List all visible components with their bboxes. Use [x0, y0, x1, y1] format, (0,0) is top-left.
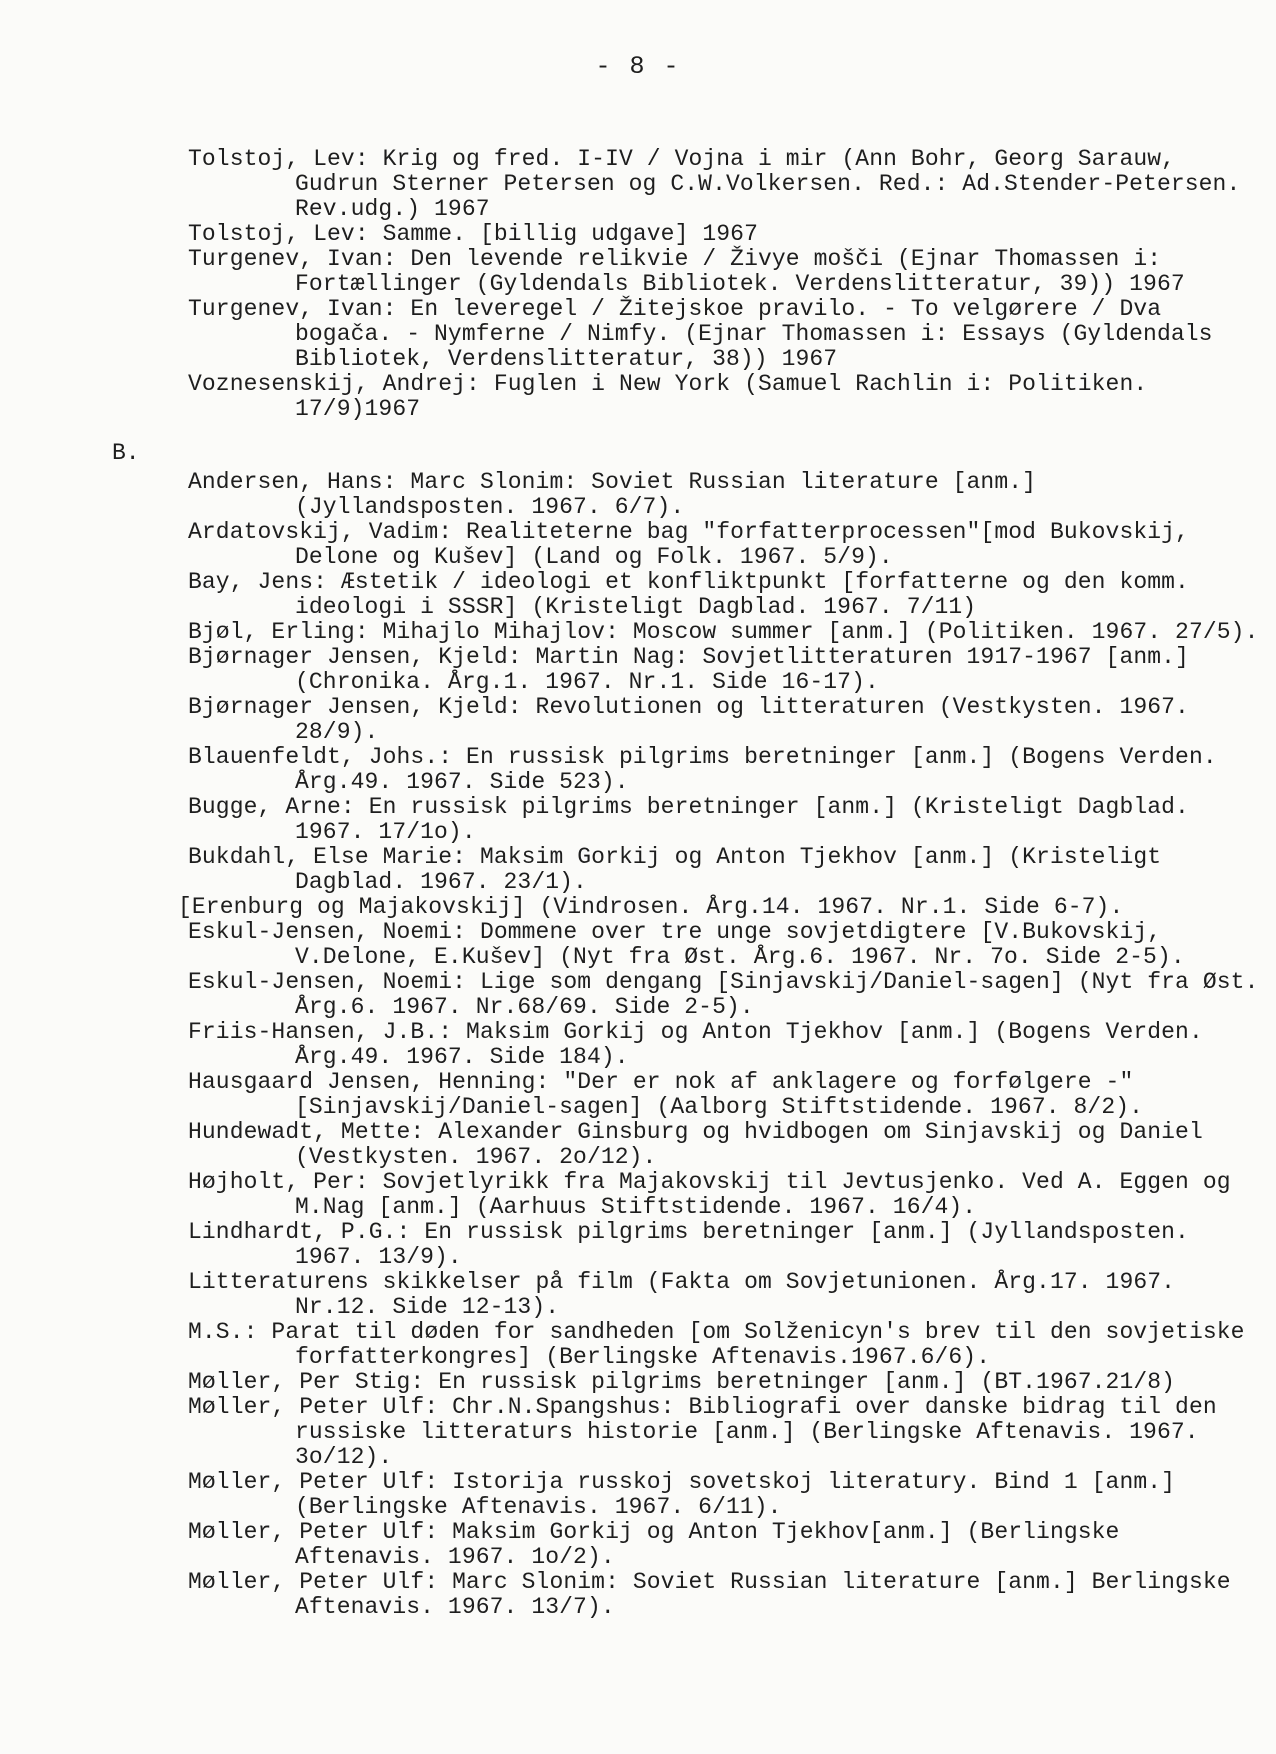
- bibliography-entry: Turgenev, Ivan: En leveregel / Žitejskoe pravilo. - To velgørere / Dva bogača. - Nymferne / Nimfy. (Ejnar Thomassen i: Essays (Gyldendals Bibliotek, Verdenslitteratur, 38)) 1967: [188, 296, 1213, 372]
- bibliography-entry: Litteraturens skikkelser på film (Fakta om Sovjetunionen. Årg.17. 1967. Nr.12. Side 12-13).: [188, 1269, 1176, 1320]
- bibliography-entry: Tolstoj, Lev: Samme. [billig udgave] 1967: [188, 221, 758, 247]
- bibliography-entry: Bjørnager Jensen, Kjeld: Martin Nag: Sovjetlitteraturen 1917-1967 [anm.] (Chronika. Årg.1. 1967. Nr.1. Side 16-17).: [188, 644, 1189, 695]
- bibliography-entry: Møller, Per Stig: En russisk pilgrims beretninger [anm.] (BT.1967.21/8): [188, 1369, 1176, 1395]
- bibliography-entry: Eskul-Jensen, Noemi: Dommene over tre unge sovjetdigtere [V.Bukovskij, V.Delone, E.Kušev] (Nyt fra Øst. Årg.6. 1967. Nr. 7o. Side 2-5).: [188, 919, 1185, 970]
- bibliography-entry: Andersen, Hans: Marc Slonim: Soviet Russian literature [anm.] (Jyllandsposten. 1967. 6/7).: [188, 469, 1037, 520]
- bibliography-entry: Friis-Hansen, J.B.: Maksim Gorkij og Anton Tjekhov [anm.] (Bogens Verden. Årg.49. 1967. Side 184).: [188, 1019, 1203, 1070]
- bibliography-entry: M.S.: Parat til døden for sandheden [om Solženicyn's brev til den sovjetiske forfatterkongres] (Berlingske Aftenavis.1967.6/6).: [188, 1319, 1245, 1370]
- bibliography-section-b: [178, 469, 1268, 1620]
- bibliography-entry: Møller, Peter Ulf: Marc Slonim: Soviet Russian literature [anm.] Berlingske Aftenavis. 1967. 13/7).: [188, 1569, 1231, 1620]
- bibliography-entry: Lindhardt, P.G.: En russisk pilgrims beretninger [anm.] (Jyllandsposten. 1967. 13/9).: [188, 1219, 1189, 1270]
- bibliography-entry: Møller, Peter Ulf: Chr.N.Spangshus: Bibliografi over danske bidrag til den russiske litteraturs historie [anm.] (Berlingske Aftenavis. 1967. 3o/12).: [188, 1394, 1217, 1470]
- bibliography-entry: Bukdahl, Else Marie: Maksim Gorkij og Anton Tjekhov [anm.] (Kristeligt Dagblad. 1967. 23/1).: [188, 844, 1162, 895]
- bibliography-entry: Hausgaard Jensen, Henning: "Der er nok af anklagere og forfølgere -" [Sinjavskij/Daniel-sagen] (Aalborg Stiftstidende. 1967. 8/2).: [188, 1069, 1144, 1120]
- bibliography-entry: Bjøl, Erling: Mihajlo Mihajlov: Moscow summer [anm.] (Politiken. 1967. 27/5).: [188, 619, 1259, 645]
- bibliography-entry: [Erenburg og Majakovskij] (Vindrosen. Årg.14. 1967. Nr.1. Side 6-7).: [178, 894, 1124, 920]
- bibliography-entry: Tolstoj, Lev: Krig og fred. I-IV / Vojna i mir (Ann Bohr, Georg Sarauw, Gudrun Sterner Petersen og C.W.Volkersen. Red.: Ad.Stender-Petersen. Rev.udg.) 1967: [188, 146, 1241, 222]
- bibliography-entry: Blauenfeldt, Johs.: En russisk pilgrims beretninger [anm.] (Bogens Verden. Årg.49. 1967. Side 523).: [188, 744, 1217, 795]
- bibliography-entry: Ardatovskij, Vadim: Realiteterne bag "forfatterprocessen"[mod Bukovskij, Delone og Kušev] (Land og Folk. 1967. 5/9).: [188, 519, 1189, 570]
- bibliography-entry: Møller, Peter Ulf: Maksim Gorkij og Anton Tjekhov[anm.] (Berlingske Aftenavis. 1967. 1o/2).: [188, 1519, 1120, 1570]
- bibliography-entry: Bugge, Arne: En russisk pilgrims beretninger [anm.] (Kristeligt Dagblad. 1967. 17/1o).: [188, 794, 1189, 845]
- bibliography-entry: Voznesenskij, Andrej: Fuglen i New York (Samuel Rachlin i: Politiken. 17/9)1967: [188, 371, 1148, 422]
- bibliography-entry: Møller, Peter Ulf: Istorija russkoj sovetskoj literatury. Bind 1 [anm.] (Berlingske Aftenavis. 1967. 6/11).: [188, 1469, 1176, 1520]
- bibliography-entry: Bay, Jens: Æstetik / ideologi et konfliktpunkt [forfatterne og den komm. ideologi i SSSR] (Kristeligt Dagblad. 1967. 7/11): [188, 569, 1189, 620]
- bibliography-section-a: [188, 147, 1268, 422]
- bibliography-entry: Turgenev, Ivan: Den levende relikvie / Živye mošči (Ejnar Thomassen i: Fortællinger (Gyldendals Bibliotek. Verdenslitteratur, 39)) 1967: [188, 246, 1185, 297]
- bibliography-entry: Eskul-Jensen, Noemi: Lige som dengang [Sinjavskij/Daniel-sagen] (Nyt fra Øst. Årg.6. 1967. Nr.68/69. Side 2-5).: [188, 969, 1259, 1020]
- page-number: - 8 -: [595, 52, 681, 81]
- bibliography-entry: Bjørnager Jensen, Kjeld: Revolutionen og litteraturen (Vestkysten. 1967. 28/9).: [188, 694, 1189, 745]
- bibliography-entry: Hundewadt, Mette: Alexander Ginsburg og hvidbogen om Sinjavskij og Daniel (Vestkysten. 1967. 2o/12).: [188, 1119, 1203, 1170]
- bibliography-entry: Højholt, Per: Sovjetlyrikk fra Majakovskij til Jevtusjenko. Ved A. Eggen og M.Nag [anm.] (Aarhuus Stiftstidende. 1967. 16/4).: [188, 1169, 1231, 1220]
- section-label-b: B.: [112, 440, 140, 466]
